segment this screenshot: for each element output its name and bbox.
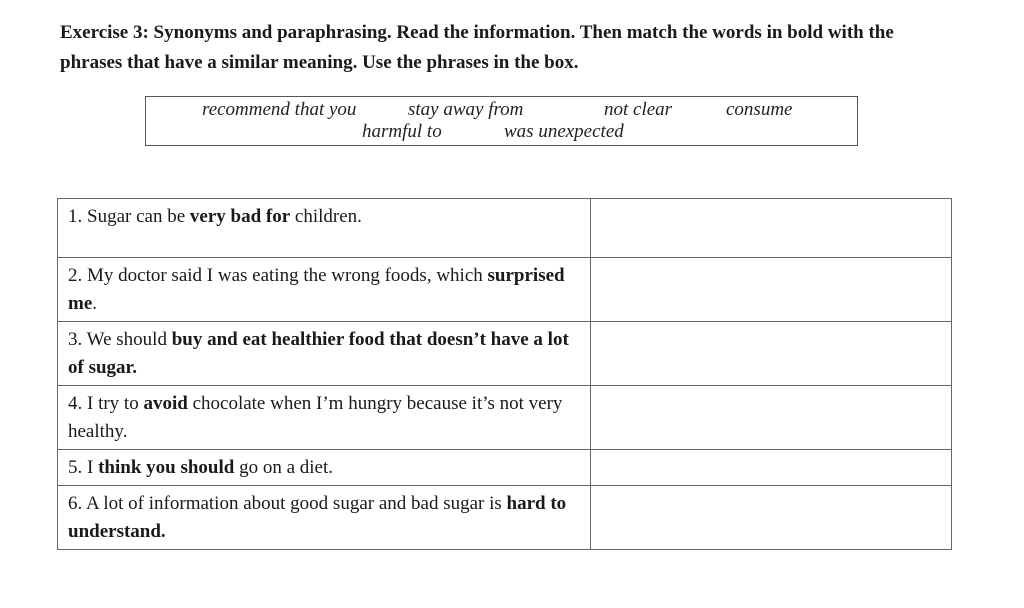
question-cell-3 bbox=[58, 322, 591, 386]
question-cell-6 bbox=[58, 486, 591, 550]
exercise-instructions: Exercise 3: Synonyms and paraphrasing. Read the information. Then match the words in bold with the phrases that have a similar meaning. Use the phrases in the box. bbox=[60, 22, 894, 73]
bold-phrase: surprised me bbox=[68, 265, 565, 314]
phrase-harmful-to: harmful to bbox=[362, 121, 442, 142]
phrase-consume: consume bbox=[726, 99, 793, 120]
question-text-end: children. bbox=[290, 206, 362, 227]
phrase-box bbox=[145, 96, 858, 146]
question-number: 1. bbox=[68, 206, 83, 227]
question-text: We should bbox=[86, 329, 172, 350]
table-row bbox=[58, 386, 952, 450]
exercise-table bbox=[57, 198, 952, 550]
table-row bbox=[58, 258, 952, 322]
question-number: 4. bbox=[68, 393, 83, 414]
answer-cell-3[interactable] bbox=[591, 322, 952, 386]
question-text: Sugar can be bbox=[87, 206, 190, 227]
question-number: 6. bbox=[68, 493, 83, 514]
question-cell-2 bbox=[58, 258, 591, 322]
question-text-end: chocolate when I’m hungry because it’s not very healthy. bbox=[68, 393, 563, 442]
question-cell-1 bbox=[58, 199, 591, 258]
question-text: A lot of information about good sugar and bad sugar is bbox=[85, 493, 507, 514]
phrase-was-unexpected: was unexpected bbox=[504, 121, 624, 142]
table-row bbox=[58, 450, 952, 486]
answer-cell-4[interactable] bbox=[591, 386, 952, 450]
phrase-recommend-that-you: recommend that you bbox=[202, 99, 357, 120]
question-number: 5. bbox=[68, 457, 83, 478]
question-text-end: go on a diet. bbox=[234, 457, 334, 478]
question-text-end: . bbox=[92, 293, 98, 314]
bold-phrase: hard to understand. bbox=[68, 493, 567, 542]
question-cell-4 bbox=[58, 386, 591, 450]
question-text: I bbox=[87, 457, 99, 478]
question-cell-5 bbox=[58, 450, 591, 486]
phrase-not-clear: not clear bbox=[604, 99, 673, 120]
table-row bbox=[58, 199, 952, 258]
question-number: 3. bbox=[68, 329, 83, 350]
question-number: 2. bbox=[68, 265, 83, 286]
phrase-stay-away-from: stay away from bbox=[408, 99, 524, 120]
answer-cell-1[interactable] bbox=[591, 199, 952, 258]
table-row bbox=[58, 486, 952, 550]
bold-phrase: think you should bbox=[98, 457, 235, 478]
answer-cell-2[interactable] bbox=[591, 258, 952, 322]
answer-cell-6[interactable] bbox=[591, 486, 952, 550]
answer-cell-5[interactable] bbox=[591, 450, 952, 486]
bold-phrase: avoid bbox=[143, 393, 188, 414]
question-text: I try to bbox=[87, 393, 144, 414]
bold-phrase: very bad for bbox=[189, 206, 291, 227]
table-row bbox=[58, 322, 952, 386]
bold-phrase: buy and eat healthier food that doesn’t have a lot of sugar. bbox=[68, 329, 569, 378]
question-text: My doctor said I was eating the wrong foods, which bbox=[87, 265, 488, 286]
